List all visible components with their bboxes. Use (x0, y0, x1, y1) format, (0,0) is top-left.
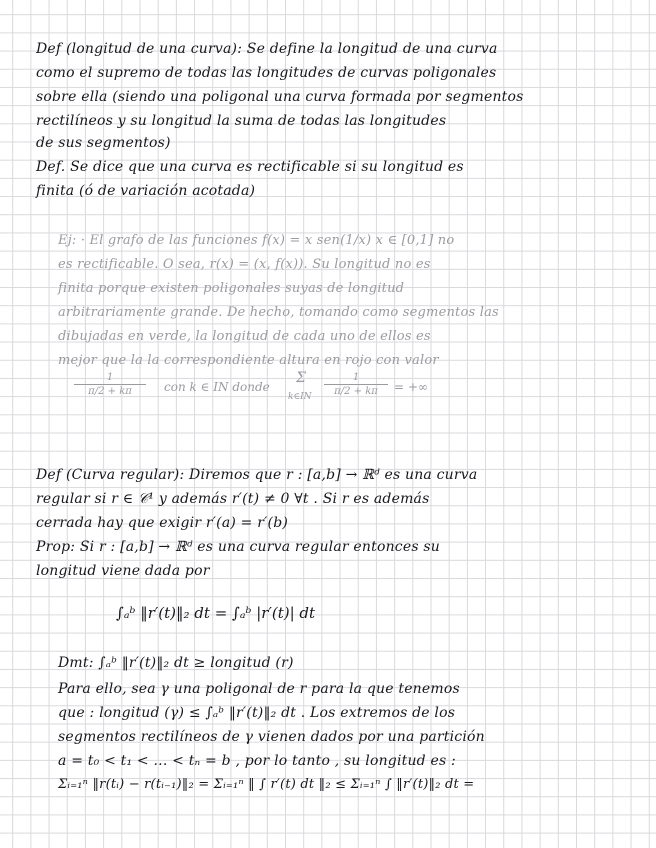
sum-subscript: k∈IN (288, 392, 312, 402)
prop-line-1: Prop: Si r : [a,b] → ℝᵈ es una curva regular entonces su (36, 539, 440, 555)
def-rectifiable-line-1: Def. Se dice que una curva es rectificable si su longitud es (36, 159, 464, 175)
sum-symbol: Σ (296, 370, 306, 386)
example-with-k: con k ∈ IN donde (164, 380, 270, 394)
length-formula: ∫ₐᵇ ‖r′(t)‖₂ dt = ∫ₐᵇ |r′(t)| dt (116, 604, 316, 622)
def-regular-line-1: Def (Curva regular): Diremos que r : [a,b] → ℝᵈ es una curva (36, 467, 478, 483)
fraction-height-denominator: π/2 + kπ (88, 386, 132, 397)
def-length-line-1: Def (longitud de una curva): Se define la longitud de una curva (36, 41, 498, 57)
def-length-line-5: de sus segmentos) (36, 135, 171, 151)
example-line-6: mejor que la la correspondiente altura en rojo con valor (58, 353, 439, 368)
proof-line-1: Dmt: ∫ₐᵇ ‖r′(t)‖₂ dt ≥ longitud (r) (58, 655, 294, 671)
prop-line-2: longitud viene dada por (36, 563, 210, 579)
proof-line-4: segmentos rectilíneos de γ vienen dados por una partición (58, 729, 485, 745)
example-line-4: arbitrariamente grande. De hecho, tomando como segmentos las (58, 305, 499, 320)
example-line-3: finita porque existen poligonales suyas de longitud (58, 281, 405, 296)
def-length-line-3: sobre ella (siendo una poligonal una curva formada por segmentos (36, 89, 524, 105)
fraction-sum-numerator: 1 (352, 372, 360, 383)
fraction-bar (74, 384, 146, 385)
sum-equals-infinity: = +∞ (394, 380, 428, 394)
fraction-sum-term (324, 372, 388, 397)
example-line-5: dibujadas en verde, la longitud de cada uno de ellos es (58, 329, 431, 344)
proof-line-3: que : longitud (γ) ≤ ∫ₐᵇ ‖r′(t)‖₂ dt . Los extremos de los (58, 705, 456, 721)
fraction-height-numerator: 1 (106, 372, 114, 383)
def-regular-line-3: cerrada hay que exigir r′(a) = r′(b) (36, 515, 289, 531)
def-regular-line-2: regular si r ∈ 𝒞¹ y además r′(t) ≠ 0 ∀t . Si r es además (36, 491, 430, 507)
fraction-height (74, 372, 146, 397)
fraction-sum-bar (324, 384, 388, 385)
def-length-line-2: como el supremo de todas las longitudes de curvas poligonales (36, 65, 497, 81)
proof-line-2: Para ello, sea γ una poligonal de r para la que tenemos (58, 681, 460, 697)
fraction-sum-denominator: π/2 + kπ (334, 386, 378, 397)
example-line-2: es rectificable. O sea, r(x) = (x, f(x)). Su longitud no es (58, 257, 431, 272)
example-line-1: Ej: · El grafo de las funciones f(x) = x sen(1/x) x ∈ [0,1] no (58, 233, 455, 248)
proof-line-6: Σᵢ₌₁ⁿ ‖r(tᵢ) − r(tᵢ₋₁)‖₂ = Σᵢ₌₁ⁿ ‖ ∫ r′(t) dt ‖₂ ≤ Σᵢ₌₁ⁿ ∫ ‖r′(t)‖₂ dt = (58, 777, 475, 792)
def-rectifiable-line-2: finita (ó de variación acotada) (36, 183, 256, 199)
def-length-line-4: rectilíneos y su longitud la suma de todas las longitudes (36, 113, 447, 129)
proof-line-5: a = t₀ < t₁ < ... < tₙ = b , por lo tanto , su longitud es : (58, 753, 456, 769)
